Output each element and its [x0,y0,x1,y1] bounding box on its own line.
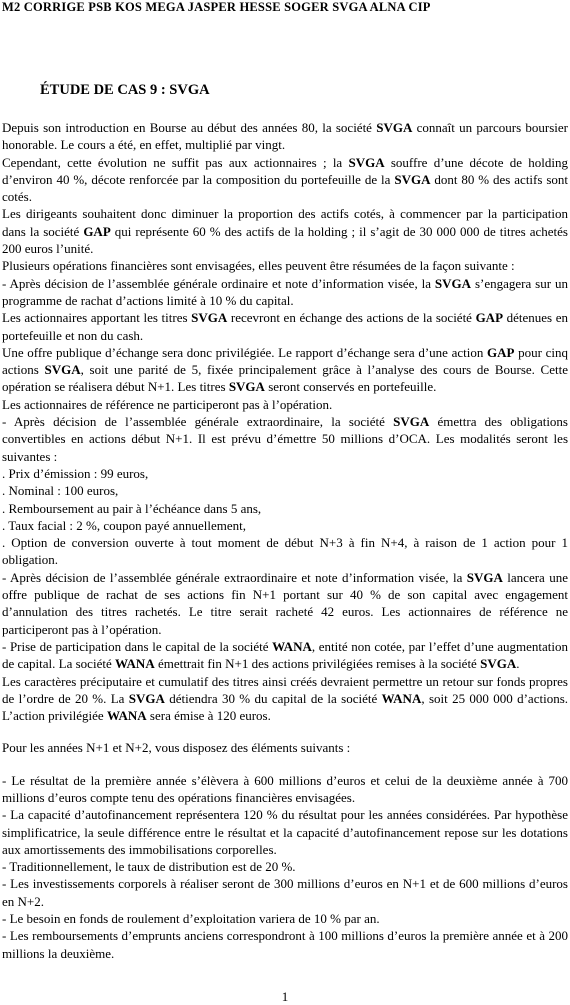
paragraph: Les actionnaires de référence ne participeront pas à l’opération. [2,396,333,412]
paragraph: - Le besoin en fonds de roulement d’exploitation variera de 10 % par an. [2,911,380,927]
document-body [2,119,568,962]
list-item: . Taux facial : 2 %, coupon payé annuellement, [2,517,246,533]
paragraph: - La capacité d’autofinancement représentera 120 % du résultat pour les années considérées. Par hypothèse simplificatrice, la seule différence entre le résultat et la capacité d’autofinancement repose sur les dotations aux amortissements des immobilisations corporelles. [2,807,568,857]
list-item: . Remboursement au pair à l’échéance dans 5 ans, [2,500,262,516]
paragraph: Cependant, cette évolution ne suffit pas aux actionnaires ; la SVGA souffre d’une décote de holding d’environ 40 %, décote renforcée par la composition du portefeuille de la SVGA dont 80 % des actifs sont cotés. [2,154,569,205]
list-item: . Option de conversion ouverte à tout moment de début N+3 à fin N+4, à raison de 1 action pour 1 obligation. [2,535,568,568]
paragraph: - Après décision de l’assemblée générale ordinaire et note d’information visée, la SVGA s’engagera sur un programme de rachat d’actions limité à 10 % du capital. [2,275,568,308]
list-item: . Nominal : 100 euros, [2,483,119,499]
paragraph: - Les investissements corporels à réaliser seront de 300 millions d’euros en N+1 et de 600 millions d’euros en N+2. [2,876,568,909]
paragraph: - Après décision de l’assemblée générale extraordinaire, la société SVGA émettra des obligations convertibles en actions début N+1. Il est prévu d’émettre 50 millions d’OCA. Les modalités seront les suivantes : [2,414,568,464]
paragraph: Depuis son introduction en Bourse au début des années 80, la société SVGA connaît un parcours boursier honorable. Le cours a été, en effet, multiplié par vingt. [2,120,568,153]
paragraph: - Prise de participation dans le capital de la société WANA, entité non cotée, par l’effet d’une augmentation de capital. La société WANA émettrait fin N+1 des actions privilégiées remises à la société SVGA. [2,638,568,672]
document-header: M2 CORRIGE PSB KOS MEGA JASPER HESSE SOGER SVGA ALNA CIP [2,0,431,14]
case-study-title: ÉTUDE DE CAS 9 : SVGA [40,82,210,98]
paragraph: Une offre publique d’échange sera donc privilégiée. Le rapport d’échange sera d’une action GAP pour cinq actions SVGA, soit une parité de 5, fixée principalement grâce à l’analyse des cours de Bourse. Cette opération se réalisera début N+1. Les titres SVGA seront conservés en portefeuille. [2,344,568,395]
paragraph: Pour les années N+1 et N+2, vous disposez des éléments suivants : [2,740,351,756]
paragraph: Plusieurs opérations financières sont envisagées, elles peuvent être résumées de la façon suivante : [2,258,515,274]
paragraph: Les actionnaires apportant les titres SVGA recevront en échange des actions de la société GAP détenues en portefeuille et non du cash. [2,310,568,343]
paragraph: Les dirigeants souhaitent donc diminuer la proportion des actifs cotés, à commencer par la participation dans la société GAP qui représente 60 % des actifs de la holding ; il s’agit de 30 000 000 de titres achetés 200 euros l’unité. [2,206,568,257]
paragraph: - Traditionnellement, le taux de distribution est de 20 %. [2,859,296,875]
paragraph: - Les remboursements d’emprunts anciens correspondront à 100 millions d’euros la première année et à 200 millions la deuxième. [2,928,568,961]
list-item: . Prix d’émission : 99 euros, [2,465,149,481]
page-number: 1 [281,989,289,1004]
paragraph: Les caractères préciputaire et cumulatif des titres ainsi créés devraient permettre un retour sur fonds propres de l’ordre de 20 %. La SVGA détiendra 30 % du capital de la société WANA, soit 25 000 000 d’actions. L’action privilégiée WANA sera émise à 120 euros. [2,673,569,724]
paragraph: - Le résultat de la première année s’élèvera à 600 millions d’euros et celui de la deuxième année à 700 millions d’euros compte tenu des opérations financières envisagées. [2,772,568,805]
paragraph: - Après décision de l’assemblée générale extraordinaire et note d’information visée, la SVGA lancera une offre publique de rachat de ses actions fin N+1 portant sur 40 % de son capital avec engagement d’annulation des titres rachetés. Le titre serait racheté 42 euros. Les actionnaires de référence ne participeront pas à l’opération. [2,569,568,637]
